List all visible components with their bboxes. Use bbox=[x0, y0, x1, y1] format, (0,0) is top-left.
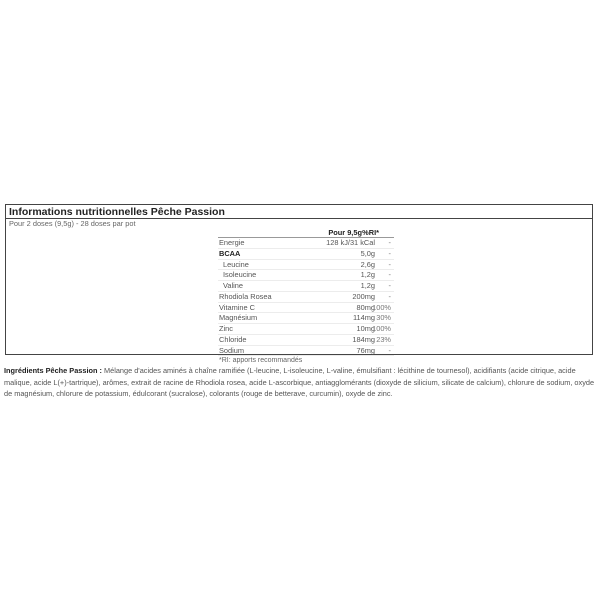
row-name: Rhodiola Rosea bbox=[219, 291, 272, 301]
row-quantity: 5,0g bbox=[360, 248, 375, 258]
row-quantity: 2,6g bbox=[360, 259, 375, 269]
table-header bbox=[218, 226, 394, 238]
row-name: BCAA bbox=[219, 248, 241, 258]
nutrition-panel bbox=[5, 204, 593, 365]
ingredients-list: Mélange d'acides aminés à chaîne ramifiée (L-leucine, L-isoleucine, L-valine, émulsifiant : lécithine de tournesol), acidifiants (acide citrique, acide malique, acide L(+)-tartrique), arômes, extrait de racine de Rhodiola rosea, acide L-ascorbique, antiagglomérants (dioxyde de silicium, silicate de calcium), chlorure de sodium, oxyde de magnésium, chlorure de potassium, édulcorant (sucralose), colorants (rouge de betterave, curcumin), oxyde de zinc. bbox=[4, 366, 595, 398]
row-name: Leucine bbox=[223, 259, 249, 269]
row-name: Energie bbox=[219, 238, 245, 247]
serving-info: Pour 2 doses (9,5g) - 28 doses par pot bbox=[9, 219, 136, 228]
table-row bbox=[218, 281, 394, 292]
row-quantity: 76mg bbox=[356, 345, 375, 355]
table-row bbox=[218, 303, 394, 314]
table-row bbox=[218, 346, 394, 357]
row-name: Magnésium bbox=[219, 313, 258, 323]
row-name: Sodium bbox=[219, 345, 245, 355]
row-ri: 30% bbox=[376, 313, 391, 323]
row-ri: - bbox=[388, 291, 391, 301]
row-quantity: 184mg bbox=[352, 334, 375, 344]
row-ri: - bbox=[388, 345, 391, 355]
ingredients-text bbox=[4, 365, 596, 400]
row-quantity: 114mg bbox=[352, 313, 375, 323]
row-ri: - bbox=[388, 270, 391, 280]
row-ri: 100% bbox=[372, 324, 391, 333]
row-ri: - bbox=[388, 281, 391, 290]
row-quantity: 1,2g bbox=[360, 281, 375, 290]
table-row bbox=[218, 260, 394, 271]
row-ri: - bbox=[388, 259, 391, 269]
table-row bbox=[218, 292, 394, 303]
row-name: Zinc bbox=[219, 324, 233, 333]
table-row bbox=[218, 335, 394, 346]
row-ri: 100% bbox=[372, 302, 391, 312]
header-per-serving: Pour 9,5g bbox=[328, 228, 362, 237]
ri-footnote: *RI: apports recommandés bbox=[219, 357, 303, 365]
row-quantity: 1,2g bbox=[360, 270, 375, 280]
row-name: Vitamine C bbox=[219, 302, 256, 312]
table-row bbox=[218, 238, 394, 249]
header-ri: %RI* bbox=[362, 228, 379, 237]
ingredients-label: Ingrédients Pêche Passion : bbox=[4, 366, 102, 375]
row-ri: 23% bbox=[376, 334, 391, 344]
row-quantity: 80mg bbox=[356, 302, 375, 312]
row-name: Isoleucine bbox=[223, 270, 257, 280]
nutrition-title: Informations nutritionnelles Pêche Passion bbox=[9, 206, 225, 218]
row-ri: - bbox=[388, 238, 391, 247]
row-name: Valine bbox=[223, 281, 243, 290]
row-quantity: 128 kJ/31 kCal bbox=[326, 238, 375, 247]
row-name: Chloride bbox=[219, 334, 247, 344]
table-row bbox=[218, 324, 394, 335]
table-row bbox=[218, 270, 394, 281]
row-ri: - bbox=[388, 248, 391, 258]
table-row bbox=[218, 249, 394, 260]
nutrition-table bbox=[218, 226, 394, 364]
table-row bbox=[218, 313, 394, 324]
row-quantity: 200mg bbox=[352, 291, 375, 301]
row-quantity: 10mg bbox=[356, 324, 375, 333]
